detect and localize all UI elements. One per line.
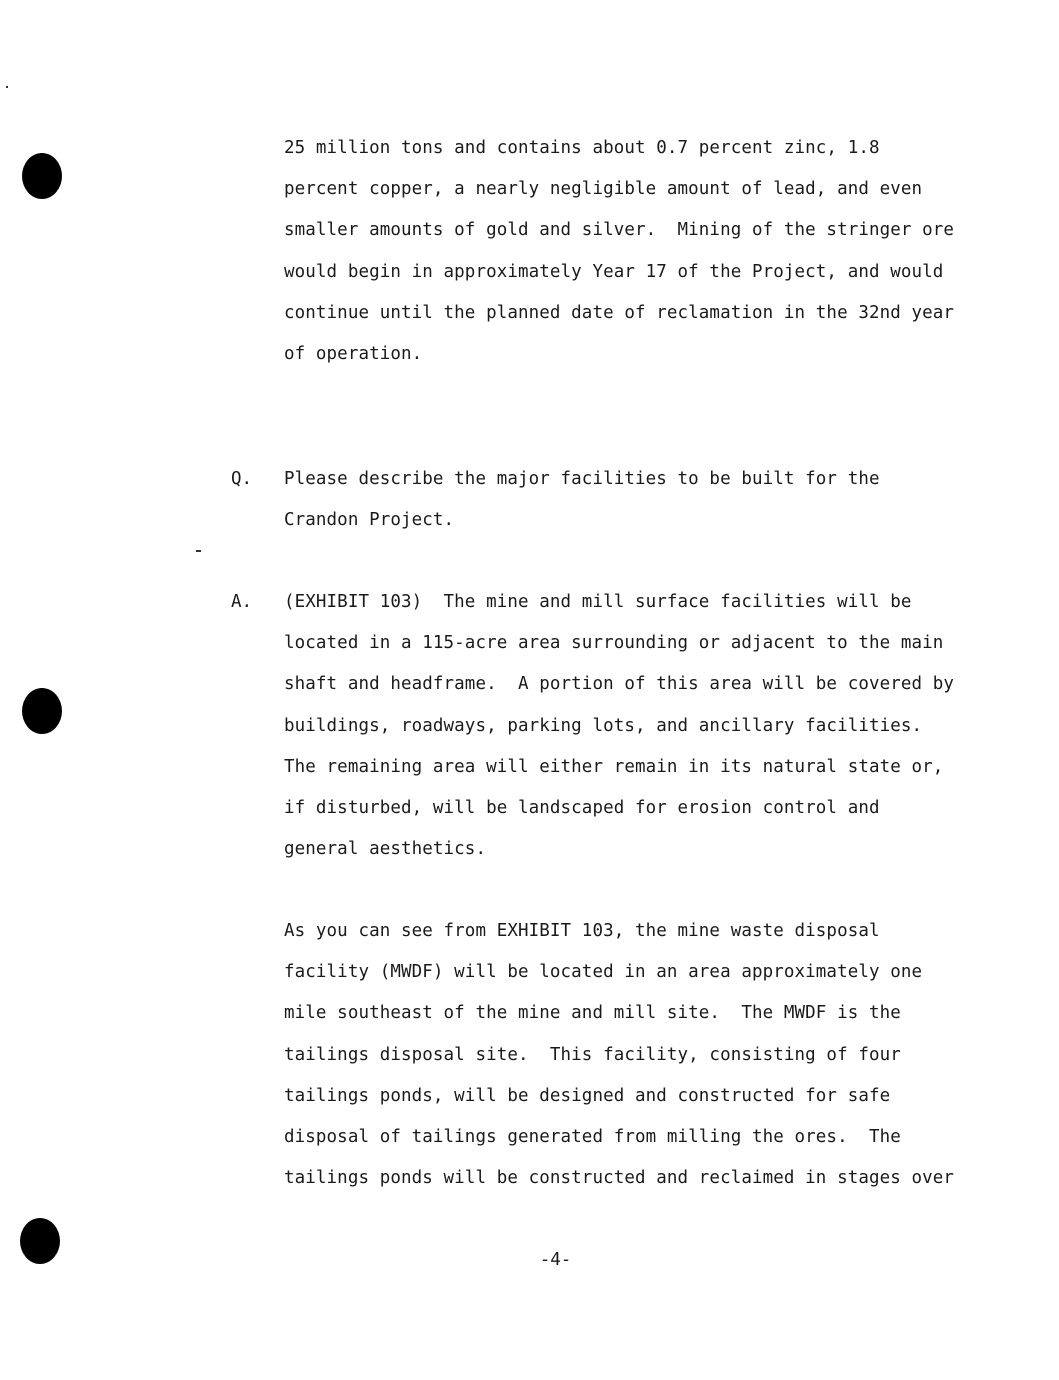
text-line: percent copper, a nearly negligible amount of lead, and even: [284, 179, 923, 200]
text-line: if disturbed, will be landscaped for erosion control and: [284, 797, 880, 818]
scan-speck: [6, 86, 8, 88]
punch-hole-top: [22, 153, 62, 199]
page-number: -4-: [539, 1250, 572, 1270]
text-line: 25 million tons and contains about 0.7 percent zinc, 1.8: [284, 138, 880, 158]
text-line: tailings disposal site. This facility, consisting of four: [284, 1044, 901, 1065]
text-line: would begin in approximately Year 17 of the Project, and would: [284, 261, 944, 282]
paragraph-continuation: [284, 911, 964, 1199]
text-line: general aesthetics.: [284, 839, 487, 860]
paragraph-answer: [284, 582, 964, 870]
text-line: facility (MWDF) will be located in an area approximately one: [284, 962, 923, 983]
text-line: shaft and headframe. A portion of this area will be covered by: [284, 674, 955, 695]
question-marker: Q.: [231, 469, 253, 489]
text-line: Crandon Project.: [284, 510, 455, 531]
text-line: mile southeast of the mine and mill site. The MWDF is the: [284, 1003, 901, 1024]
text-line: located in a 115-acre area surrounding or adjacent to the main: [284, 633, 944, 654]
text-line: buildings, roadways, parking lots, and ancillary facilities.: [284, 715, 923, 736]
text-line: The remaining area will either remain in its natural state or,: [284, 756, 944, 777]
text-line: disposal of tailings generated from milling the ores. The: [284, 1126, 901, 1147]
text-line: smaller amounts of gold and silver. Mining of the stringer ore: [284, 220, 955, 241]
punch-hole-middle: [22, 688, 62, 734]
text-line: (EXHIBIT 103) The mine and mill surface facilities will be: [284, 592, 912, 612]
paragraph-question: [284, 459, 964, 541]
text-line: tailings ponds will be constructed and reclaimed in stages over: [284, 1168, 955, 1189]
text-line: of operation.: [284, 343, 423, 364]
paragraph-intro: [284, 128, 964, 375]
text-line: tailings ponds, will be designed and constructed for safe: [284, 1085, 891, 1106]
text-line: continue until the planned date of reclamation in the 32nd year: [284, 302, 955, 323]
text-line: As you can see from EXHIBIT 103, the mine waste disposal: [284, 921, 880, 941]
text-line: Please describe the major facilities to be built for the: [284, 469, 880, 489]
answer-marker: A.: [231, 592, 253, 612]
scan-speck: [196, 550, 201, 552]
